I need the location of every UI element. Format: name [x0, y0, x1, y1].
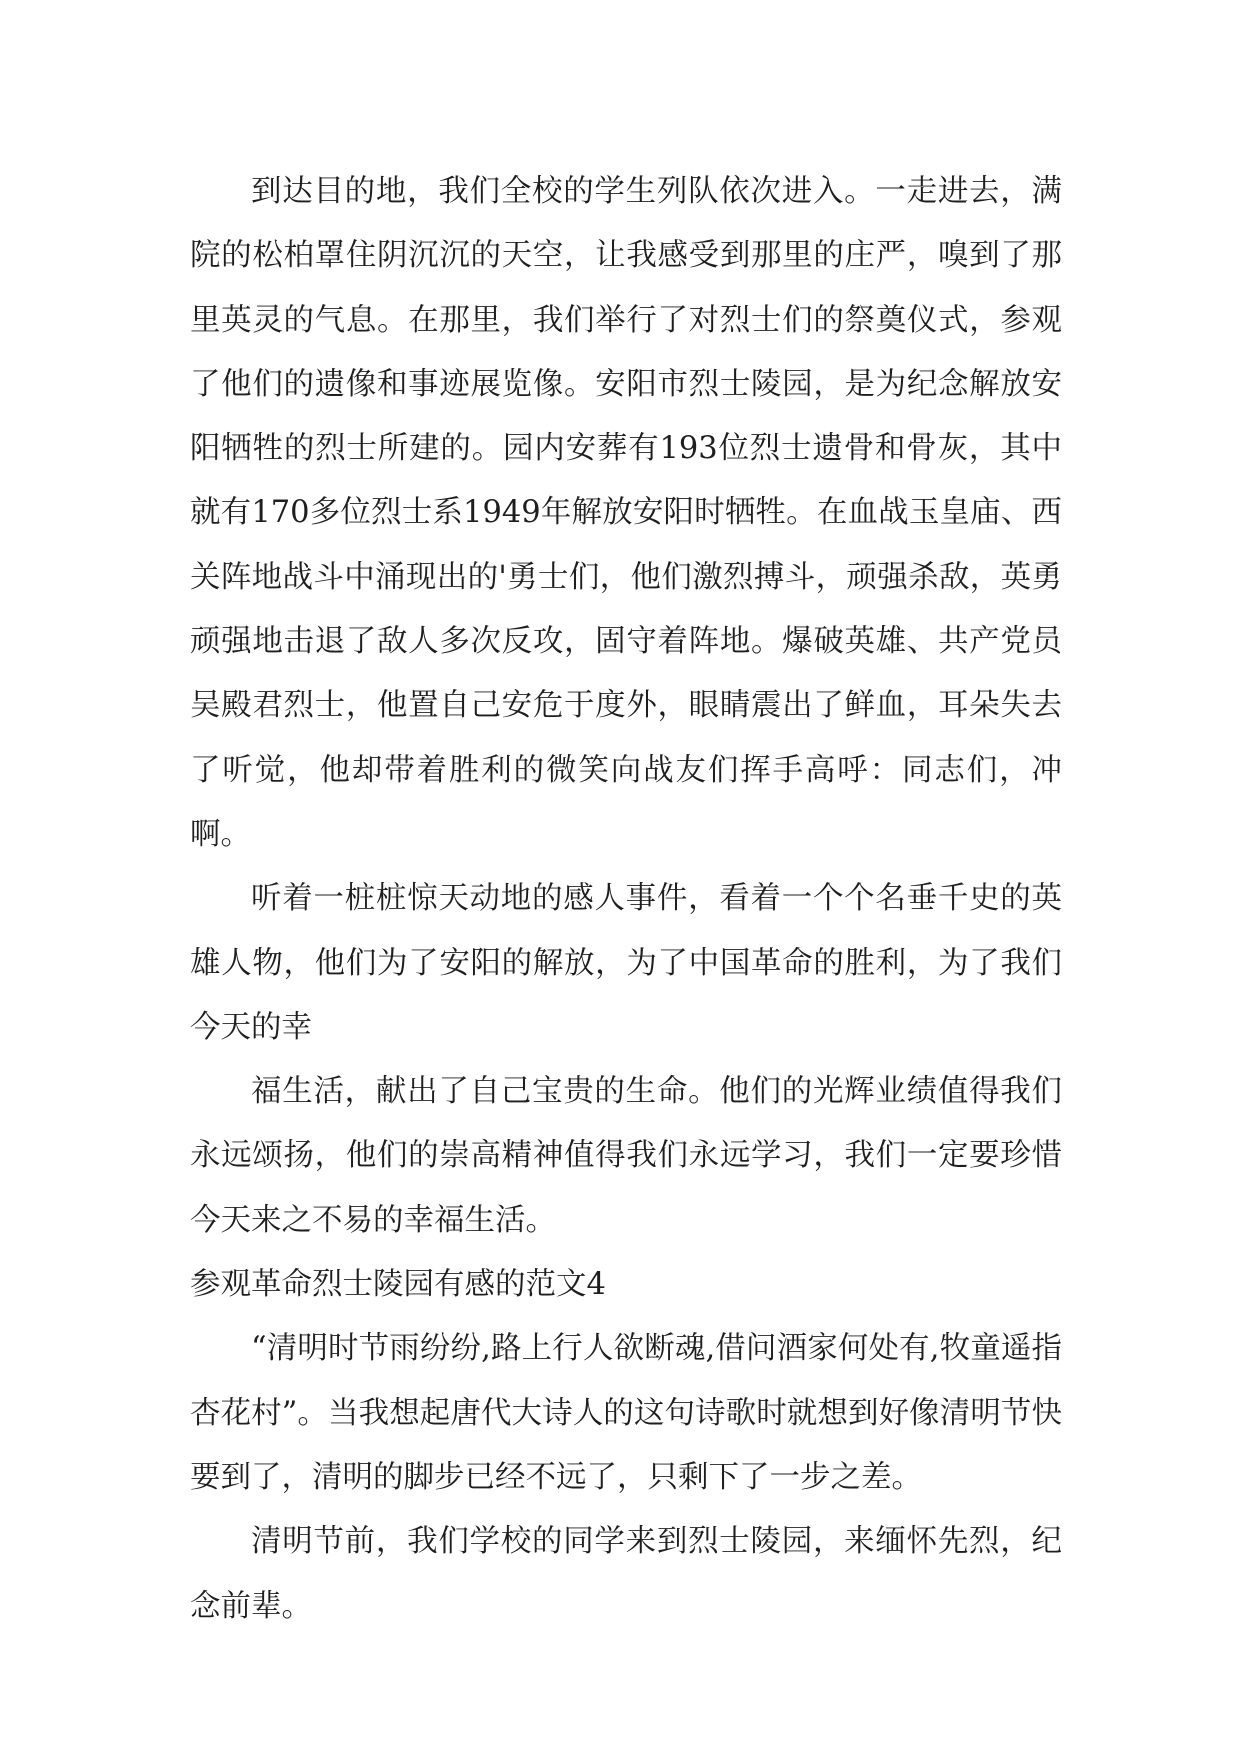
paragraph-arrival: 到达目的地，我们全校的学生列队依次进入。一走进去，满院的松柏罩住阴沉沉的天空，让我感受到那里的庄严，嗅到了那里英灵的气息。在那里，我们举行了对烈士们的祭奠仪式，参观了他们的遗像和事迹展览像。安阳市烈士陵园，是为纪念解放安阳牺牲的烈士所建的。园内安葬有193位烈士遗骨和骨灰，其中就有170多位烈士系1949年解放安阳时牺牲。在血战玉皇庙、西关阵地战斗中涌现出的'勇士们，他们激烈搏斗，顽强杀敌，英勇顽强地击退了敌人多次反攻，固守着阵地。爆破英雄、共产党员吴殿君烈士，他置自己安危于度外，眼睛震出了鲜血，耳朵失去了听觉，他却带着胜利的微笑向战友们挥手高呼：同志们，冲啊。: [190, 174, 1062, 852]
paragraph-heroes: 听着一桩桩惊天动地的感人事件，看着一个个名垂千史的英雄人物，他们为了安阳的解放，为了中国革命的胜利，为了我们今天的幸: [190, 881, 1062, 1045]
paragraph-happy-life: 福生活，献出了自己宝贵的生命。他们的光辉业绩值得我们永远颂扬，他们的崇高精神值得我们永远学习，我们一定要珍惜今天来之不易的幸福生活。: [190, 1074, 1062, 1238]
paragraph-visit: 清明节前，我们学校的同学来到烈士陵园，来缅怀先烈，纪念前辈。: [190, 1524, 1062, 1624]
paragraph-qingming-poem: “清明时节雨纷纷,路上行人欲断魂,借问酒家何处有,牧童遥指杏花村”。当我想起唐代大诗人的这句诗歌时就想到好像清明节快要到了，清明的脚步已经不远了，只剩下了一步之差。: [190, 1331, 1062, 1495]
document-body: [190, 160, 1062, 1639]
section-heading: 参观革命烈士陵园有感的范文4: [190, 1267, 606, 1303]
